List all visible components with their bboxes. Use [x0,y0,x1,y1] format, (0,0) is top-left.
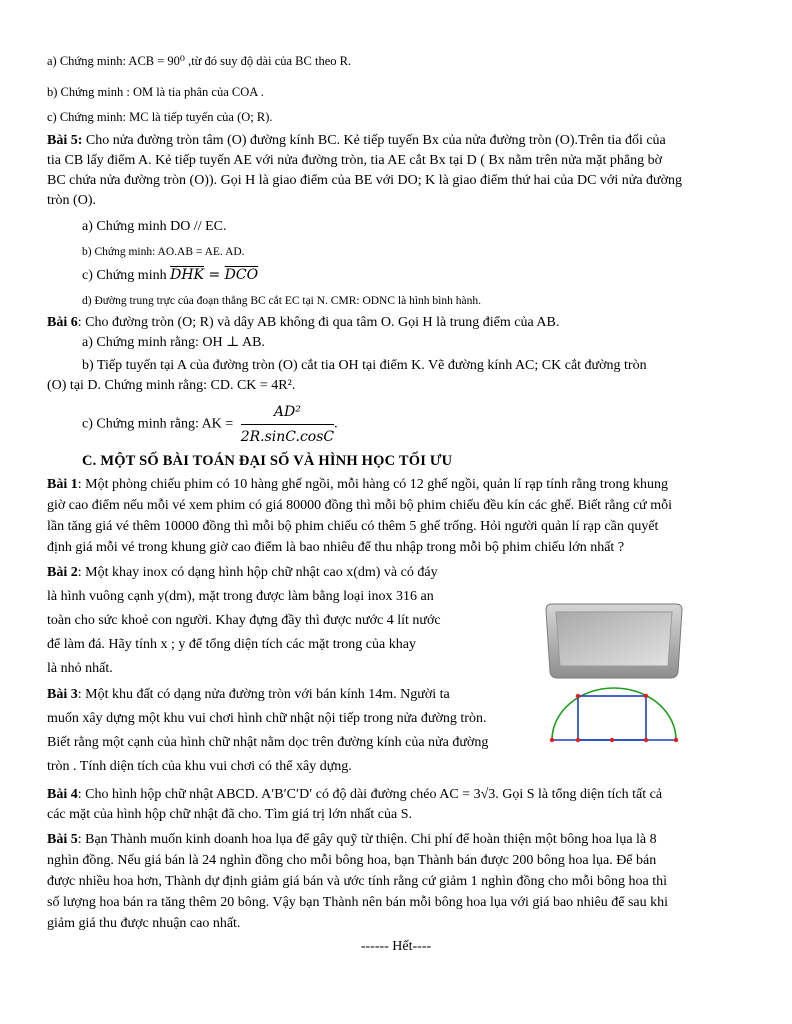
bai5-line3: BC chứa nửa đường tròn (O)). Gọi H là giao điểm của BE với DO; K là giao điểm thứ hai của DC với nửa đường [47,173,683,188]
bai6-part-b1: b) Tiếp tuyến tại A của đường tròn (O) cắt tia OH tại điểm K. Vẽ đường kính AC; CK cắt đường tròn [82,358,647,373]
inox-tray-image [540,600,688,682]
c-bai5-line3: được nhiều hoa hơn, Thành dự định giảm giá bán và ước tính rằng cứ giảm 1 nghìn đồng cho mỗi bông hoa thì [47,874,667,889]
section-c-heading: C. MỘT SỐ BÀI TOÁN ĐẠI SỐ VÀ HÌNH HỌC TỐI ƯU [82,453,453,469]
bai5-line1: Bài 5: Cho nửa đường tròn tâm (O) đường kính BC. Kẻ tiếp tuyến Bx của nửa đường tròn (O).Trên tia đối của [47,133,666,148]
fraction-ak: $\frac{\text{AD²}}{2R.\sin C.\cos C}$ [240,404,335,445]
c-bai5-line2: nghìn đồng. Nếu giá bán là 24 nghìn đồng cho mỗi bông hoa, bạn Thành bán được 200 bông hoa lụa. Để bán [47,853,657,868]
bai5-label: Bài 5: [47,133,83,148]
c-bai3-line2: muốn xây dựng một khu vui chơi hình chữ nhật nội tiếp trong nửa đường tròn. [47,711,487,726]
bai6-label: Bài 6 [47,315,78,330]
c-bai3-line1: Bài 3: Một khu đất có dạng nửa đường tròn với bán kính 14m. Người ta [47,687,450,702]
end-marker: ------ Hết---- [360,939,432,954]
semicircle-rectangle-figure [548,682,680,744]
c-bai1-line1: Bài 1: Một phòng chiếu phim có 10 hàng ghế ngồi, mỗi hàng có 12 ghế ngồi, quản lí rạp tính rằng trong khung [47,477,668,492]
figure-points [550,694,678,742]
c-bai4-line1: Bài 4: Cho hình hộp chữ nhật ABCD. A′B′C′D′ có độ dài đường chéo AC = 3√3. Gọi S là tổng diện tích tất cả [47,787,663,802]
bai5-part-a: a) Chứng minh DO // EC. [82,219,227,234]
bai6-part-c: c) Chứng minh rằng: AK = $\frac{\text{AD²}}{2R.\sin C.\cos C}$ . [82,404,338,445]
part-a-bai4: a) Chứng minh: ACB = 90⁰ ,từ đó suy độ dài của BC theo R. [47,54,352,68]
c-bai5-line1: Bài 5: Bạn Thành muốn kinh doanh hoa lụa để gây quỹ từ thiện. Chi phí để hoàn thiện một bông hoa lụa là 8 [47,832,657,847]
c-bai1-line3: lần tăng giá vé thêm 10000 đồng thì mỗi bộ phim chiếu có thêm 5 ghế trống. Hỏi người quản lí rạp cần quyết [47,519,659,534]
c-bai2-line2: là hình vuông cạnh y(dm), mặt trong được làm bằng loại inox 316 an [47,589,434,604]
c-bai1-line4: định giá mỗi vé trong khung giờ cao điểm là bao nhiêu để thu nhập trong mỗi bộ phim chiếu lớn nhất ? [47,540,625,555]
c-bai3-line3: Biết rằng một cạnh của hình chữ nhật nằm dọc trên đường kính của nửa đường [47,735,489,750]
c-bai5-line4: số lượng hoa bán ra tăng thêm 20 bông. Vậy bạn Thành nên bán mỗi bông hoa lụa với giá bao nhiêu để sau khi [47,895,669,910]
c-bai2-line5: là nhỏ nhất. [47,661,113,676]
bai5-part-d: d) Đường trung trực của đoạn thẳng BC cắt EC tại N. CMR: ODNC là hình bình hành. [82,295,481,307]
c-bai5-line5: giảm giá thu được nhuận cao nhất. [47,916,241,931]
c-bai1-line2: giờ cao điểm nếu mỗi vé xem phim có giá 80000 đồng thì mỗi bộ phim chiếu đều kín các ghế. Biết rằng cứ mỗi [47,498,673,513]
bai6-part-b2: (O) tại D. Chứng minh rằng: CD. CK = 4R². [47,378,296,393]
bai5-line2: tia CB lấy điểm A. Kẻ tiếp tuyến AE với nửa đường tròn, tia AE cắt Bx tại D ( Bx nằm trên nửa mặt phẳng bờ [47,153,662,168]
angle-dhk: $\overline{DHK}$ [170,267,204,283]
c-bai2-line3: toàn cho sức khoẻ con người. Khay đựng đầy thì được nước 4 lít nước [47,613,441,628]
bai6-part-a: a) Chứng minh rằng: OH ⊥ AB. [82,335,265,350]
c-bai2-line1: Bài 2: Một khay inox có dạng hình hộp chữ nhật cao x(dm) và có đáy [47,565,438,580]
bai5-part-c: c) Chứng minh $\overline{DHK} = \overline{DCO}$ [82,267,259,283]
c-bai2-line4: để làm đá. Hãy tính x ; y để tổng diện tích các mặt trong của khay [47,637,416,652]
c-bai4-line2: các mặt của hình hộp chữ nhật đã cho. Tìm giá trị lớn nhất của S. [47,807,413,822]
bai5-line4: tròn (O). [47,193,96,208]
angle-dco: $\overline{DCO}$ [224,267,259,283]
bai5-part-b: b) Chứng minh: AO.AB = AE. AD. [82,246,245,258]
c-bai3-line4: tròn . Tính diện tích của khu vui chơi có thể xây dựng. [47,759,352,774]
part-c-bai4: c) Chứng minh: MC là tiếp tuyến của (O; R). [47,110,273,124]
inscribed-rectangle [578,696,646,740]
part-b-bai4: b) Chứng minh : OM là tia phân của COA . [47,85,264,99]
bai6-line1: Bài 6: Cho đường tròn (O; R) và dây AB không đi qua tâm O. Gọi H là trung điểm của AB. [47,315,560,330]
